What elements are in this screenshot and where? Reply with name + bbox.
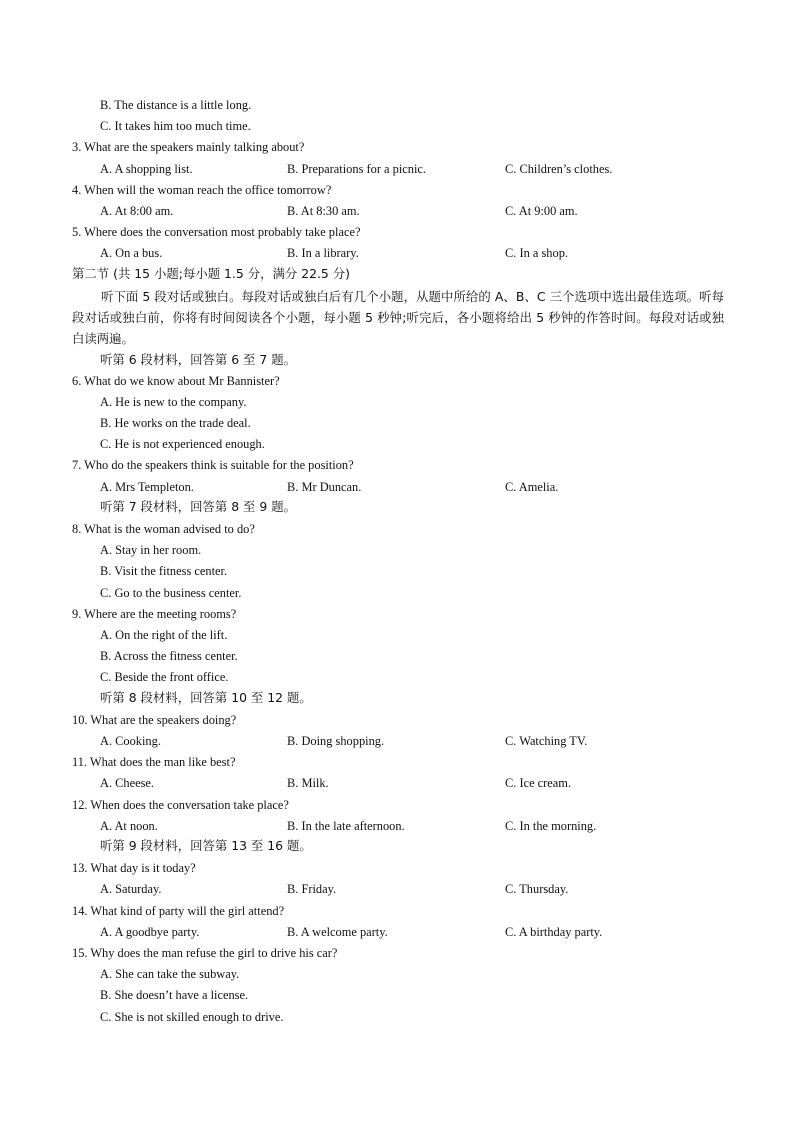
q13-option-a: A. Saturday. xyxy=(100,882,162,896)
q13-option-c: C. Thursday. xyxy=(505,882,569,896)
q10-option-c: C. Watching TV. xyxy=(505,734,588,748)
q15-question: 15. Why does the man refuse the girl to drive his car? xyxy=(72,946,338,960)
q3-question: 3. What are the speakers mainly talking about? xyxy=(72,140,305,154)
q7-question: 7. Who do the speakers think is suitable for the position? xyxy=(72,458,354,472)
section2-instructions: 听下面 5 段对话或独白。每段对话或独白后有几个小题，从题中所给的 A、B、C 三个选项中选出最佳选项。听每段对话或独白前，你将有时间阅读各个小题，每小题 5 秒钟;听完后，各小题将给出 5 秒钟的作答时间。每段对话或独白读两遍。 xyxy=(72,289,724,346)
q6-option-a: A. He is new to the company. xyxy=(100,395,247,409)
q10-option-b: B. Doing shopping. xyxy=(287,734,385,748)
q3-option-a: A. A shopping list. xyxy=(100,162,193,176)
q12-option-a: A. At noon. xyxy=(100,819,158,833)
q7-option-c: C. Amelia. xyxy=(505,480,559,494)
q12-option-b: B. In the late afternoon. xyxy=(287,819,405,833)
q14-option-c: C. A birthday party. xyxy=(505,925,603,939)
q7-option-b: B. Mr Duncan. xyxy=(287,480,362,494)
q15-option-b: B. She doesn’t have a license. xyxy=(100,988,249,1002)
q5-option-c: C. In a shop. xyxy=(505,246,568,260)
q9-option-a: A. On the right of the lift. xyxy=(100,628,228,642)
q14-question: 14. What kind of party will the girl attend? xyxy=(72,904,285,918)
q11-question: 11. What does the man like best? xyxy=(72,755,236,769)
q10-option-a: A. Cooking. xyxy=(100,734,161,748)
q13-question: 13. What day is it today? xyxy=(72,861,196,875)
q8-option-c: C. Go to the business center. xyxy=(100,586,242,600)
q15-option-c: C. She is not skilled enough to drive. xyxy=(100,1010,284,1024)
q2-option-c: C. It takes him too much time. xyxy=(100,119,251,133)
q9-question: 9. Where are the meeting rooms? xyxy=(72,607,237,621)
q14-option-b: B. A welcome party. xyxy=(287,925,388,939)
q6-option-c: C. He is not experienced enough. xyxy=(100,437,265,451)
q3-option-c: C. Children’s clothes. xyxy=(505,162,613,176)
hint-passage-9: 听第 9 段材料，回答第 13 至 16 题。 xyxy=(100,838,312,853)
q14-option-a: A. A goodbye party. xyxy=(100,925,200,939)
q6-option-b: B. He works on the trade deal. xyxy=(100,416,251,430)
q8-option-b: B. Visit the fitness center. xyxy=(100,564,228,578)
q3-option-b: B. Preparations for a picnic. xyxy=(287,162,427,176)
q11-option-a: A. Cheese. xyxy=(100,776,155,790)
q4-option-c: C. At 9:00 am. xyxy=(505,204,578,218)
q12-option-c: C. In the morning. xyxy=(505,819,597,833)
q6-question: 6. What do we know about Mr Bannister? xyxy=(72,374,280,388)
q11-option-c: C. Ice cream. xyxy=(505,776,572,790)
q8-option-a: A. Stay in her room. xyxy=(100,543,202,557)
section2-heading: 第二节 (共 15 小题;每小题 1.5 分，满分 22.5 分) xyxy=(72,266,350,281)
q9-option-c: C. Beside the front office. xyxy=(100,670,229,684)
q13-option-b: B. Friday. xyxy=(287,882,337,896)
q5-question: 5. Where does the conversation most probably take place? xyxy=(72,225,361,239)
q10-question: 10. What are the speakers doing? xyxy=(72,713,237,727)
q8-question: 8. What is the woman advised to do? xyxy=(72,522,255,536)
hint-passage-6: 听第 6 段材料，回答第 6 至 7 题。 xyxy=(100,352,296,367)
q2-option-b: B. The distance is a little long. xyxy=(100,98,252,112)
q4-question: 4. When will the woman reach the office tomorrow? xyxy=(72,183,332,197)
q4-option-b: B. At 8:30 am. xyxy=(287,204,360,218)
q15-option-a: A. She can take the subway. xyxy=(100,967,240,981)
q4-option-a: A. At 8:00 am. xyxy=(100,204,174,218)
q9-option-b: B. Across the fitness center. xyxy=(100,649,238,663)
q11-option-b: B. Milk. xyxy=(287,776,329,790)
hint-passage-8: 听第 8 段材料，回答第 10 至 12 题。 xyxy=(100,690,312,705)
hint-passage-7: 听第 7 段材料，回答第 8 至 9 题。 xyxy=(100,499,296,514)
q7-option-a: A. Mrs Templeton. xyxy=(100,480,194,494)
q5-option-a: A. On a bus. xyxy=(100,246,163,260)
q5-option-b: B. In a library. xyxy=(287,246,359,260)
q12-question: 12. When does the conversation take place? xyxy=(72,798,289,812)
